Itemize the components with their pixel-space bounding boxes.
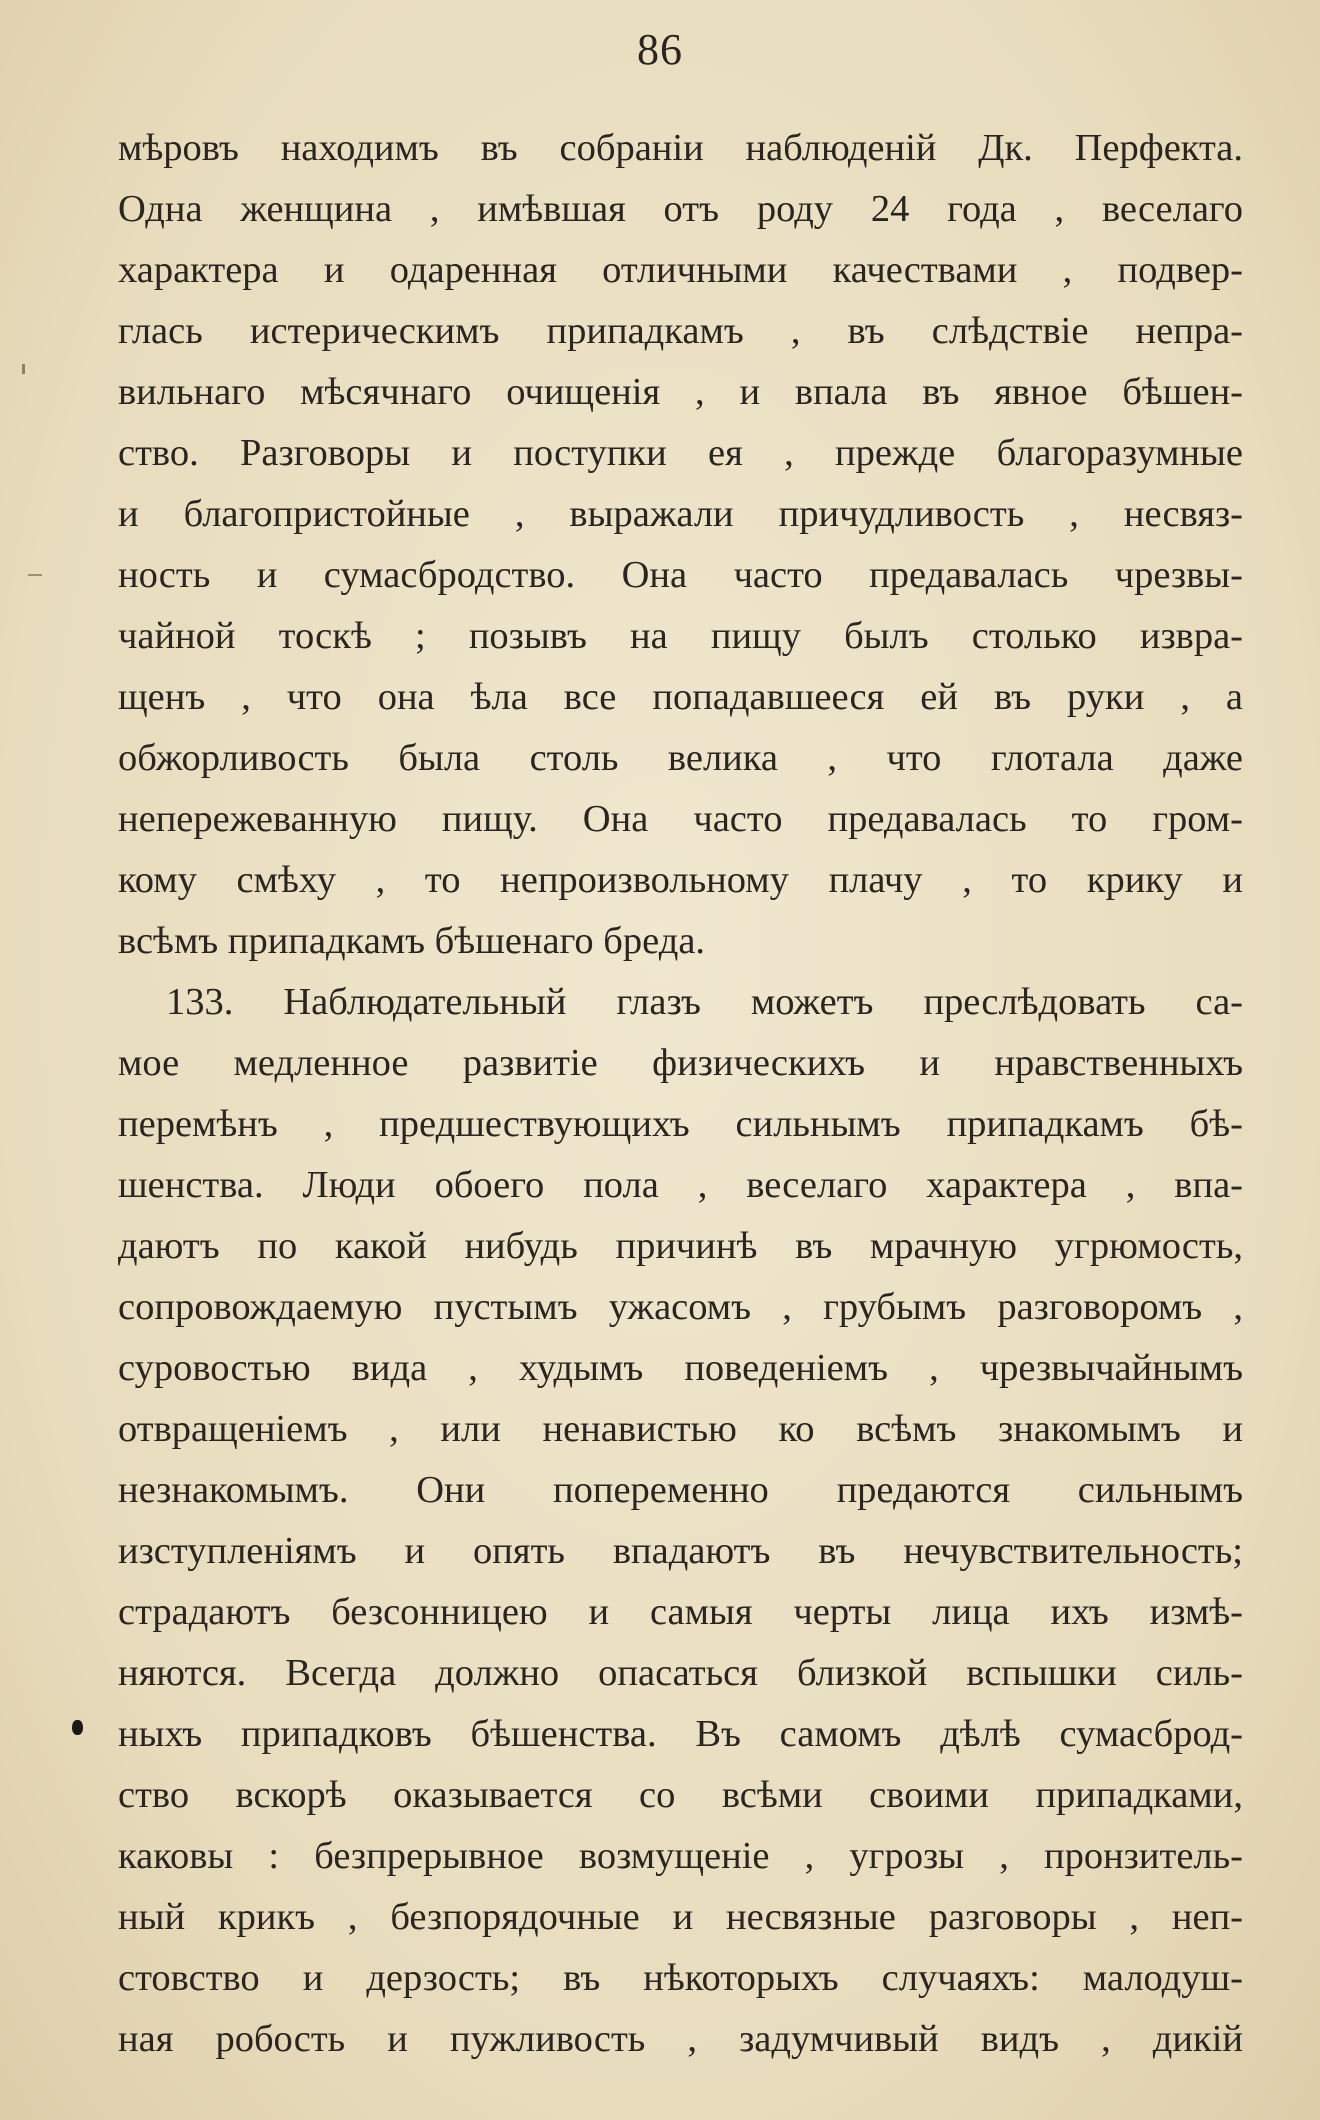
text-line: даютъ по какой нибудь причинѣ въ мрачную угрюмость,: [118, 1225, 1243, 1267]
text-line: обжорливость была столь велика , что глотала даже: [118, 737, 1243, 779]
text-line: глась истерическимъ припадкамъ , въ слѣдствіе непра-: [118, 310, 1243, 352]
text-line: ный крикъ , безпорядочные и несвязные разговоры , неп-: [118, 1896, 1243, 1938]
body-text: [118, 118, 1243, 2070]
text-line: вильнаго мѣсячнаго очищенія , и впала въ явное бѣшен-: [118, 371, 1243, 413]
text-line: страдаютъ безсонницею и самыя черты лица ихъ измѣ-: [118, 1591, 1243, 1633]
text-line: ность и сумасбродство. Она часто предавалась чрезвы-: [118, 554, 1243, 596]
text-line: суровостью вида , худымъ поведеніемъ , чрезвычайнымъ: [118, 1347, 1243, 1389]
text-line: незнакомымъ. Они попеременно предаются сильнымъ: [118, 1469, 1243, 1511]
text-line: стовство и дерзость; въ нѣкоторыхъ случаяхъ: малодуш-: [118, 1957, 1243, 1999]
text-line: каковы : безпрерывное возмущеніе , угрозы , пронзитель-: [118, 1835, 1243, 1877]
ink-blot: [72, 1720, 83, 1735]
page-number: 86: [637, 25, 683, 74]
text-line: непережеванную пищу. Она часто предавалась то гром-: [118, 798, 1243, 840]
margin-mark: [22, 364, 25, 374]
paragraph-start-line: 133. Наблюдательный глазъ можетъ преслѣдовать са-: [166, 981, 1243, 1023]
text-line: кому смѣху , то непроизвольному плачу , то крику и: [118, 859, 1243, 901]
text-line: шенства. Люди обоего пола , веселаго характера , впа-: [118, 1164, 1243, 1206]
text-line: характера и одаренная отличными качествами , подвер-: [118, 249, 1243, 291]
text-line: няются. Всегда должно опасаться близкой вспышки силь-: [118, 1652, 1243, 1694]
text-line: ство вскорѣ оказывается со всѣми своими припадками,: [118, 1774, 1243, 1816]
text-line: щенъ , что она ѣла все попадавшееся ей въ руки , а: [118, 676, 1243, 718]
text-line: ная робость и пужливость , задумчивый видъ , дикій: [118, 2018, 1243, 2060]
text-line: ство. Разговоры и поступки ея , прежде благоразумные: [118, 432, 1243, 474]
text-line: перемѣнъ , предшествующихъ сильнымъ припадкамъ бѣ-: [118, 1103, 1243, 1145]
text-line: отвращеніемъ , или ненавистью ко всѣмъ знакомымъ и: [118, 1408, 1243, 1450]
text-line: сопровождаемую пустымъ ужасомъ , грубымъ разговоромъ ,: [118, 1286, 1243, 1328]
text-line: Одна женщина , имѣвшая отъ роду 24 года , веселаго: [118, 188, 1243, 230]
margin-dash: [28, 574, 42, 576]
text-line: всѣмъ припадкамъ бѣшенаго бреда.: [118, 920, 706, 962]
text-line: чайной тоскѣ ; позывъ на пищу былъ столько извра-: [118, 615, 1243, 657]
text-line: ныхъ припадковъ бѣшенства. Въ самомъ дѣлѣ сумасброд-: [118, 1713, 1243, 1755]
text-line: мѣровъ находимъ въ собраніи наблюденій Дк. Перфекта.: [118, 127, 1243, 169]
text-line: изступленіямъ и опять впадаютъ въ нечувствительность;: [118, 1530, 1243, 1572]
text-line: и благопристойные , выражали причудливость , несвяз-: [118, 493, 1243, 535]
text-line: мое медленное развитіе физическихъ и нравственныхъ: [118, 1042, 1243, 1084]
